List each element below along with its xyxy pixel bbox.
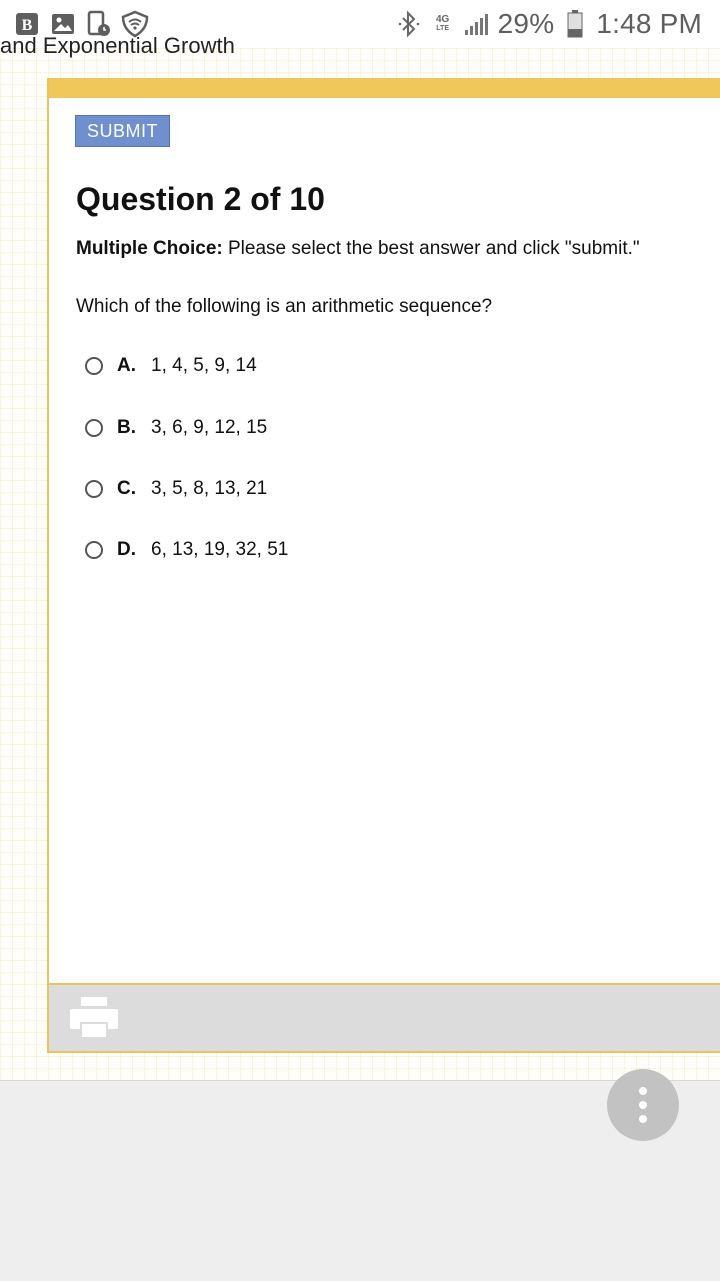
signal-icon <box>464 11 490 37</box>
more-vert-icon <box>639 1087 647 1095</box>
course-title: and Exponential Growth <box>0 33 235 58</box>
option-b-radio[interactable] <box>85 419 103 437</box>
more-options-button[interactable] <box>607 1069 679 1141</box>
card-top-bar <box>49 78 720 98</box>
option-d[interactable] <box>85 535 288 565</box>
battery-percent: 29% <box>497 8 555 39</box>
option-d-radio[interactable] <box>85 541 103 559</box>
option-c-letter: C. <box>117 478 136 499</box>
option-c-value: 3, 5, 8, 13, 21 <box>151 478 268 499</box>
bluetooth-icon <box>396 11 422 37</box>
submit-button[interactable]: SUBMIT <box>75 115 170 147</box>
option-b-letter: B. <box>117 417 136 438</box>
option-d-letter: D. <box>117 539 136 560</box>
more-vert-icon-dot-3 <box>639 1115 647 1123</box>
option-a-value: 1, 4, 5, 9, 14 <box>151 355 257 376</box>
option-a-radio[interactable] <box>85 357 103 375</box>
option-c-radio[interactable] <box>85 480 103 498</box>
course-title-clip <box>0 33 260 58</box>
battery-icon <box>562 11 588 37</box>
status-bar-right <box>396 8 720 40</box>
instruction-label: Multiple Choice: <box>76 238 223 259</box>
option-b-value: 3, 6, 9, 12, 15 <box>151 417 268 438</box>
network-4g-label: 4G <box>435 14 450 25</box>
question-title: Question 2 of 10 <box>76 181 325 217</box>
option-a[interactable] <box>85 351 257 381</box>
option-d-value: 6, 13, 19, 32, 51 <box>151 539 289 560</box>
clock: 1:48 PM <box>596 8 702 39</box>
quiz-card <box>47 78 720 1053</box>
network-lte-label: LTE <box>436 25 449 32</box>
instruction-text: Please select the best answer and click "submit." <box>222 238 640 259</box>
option-c[interactable] <box>85 474 267 504</box>
svg-text:B: B <box>21 17 33 34</box>
option-a-letter: A. <box>117 355 136 376</box>
print-icon[interactable] <box>69 996 119 1040</box>
card-footer <box>49 983 720 1051</box>
more-vert-icon-dot-2 <box>639 1101 647 1109</box>
option-b[interactable] <box>85 413 267 443</box>
instruction <box>76 238 640 260</box>
network-4g-lte-icon <box>430 11 456 37</box>
question-prompt: Which of the following is an arithmetic sequence? <box>76 296 493 317</box>
